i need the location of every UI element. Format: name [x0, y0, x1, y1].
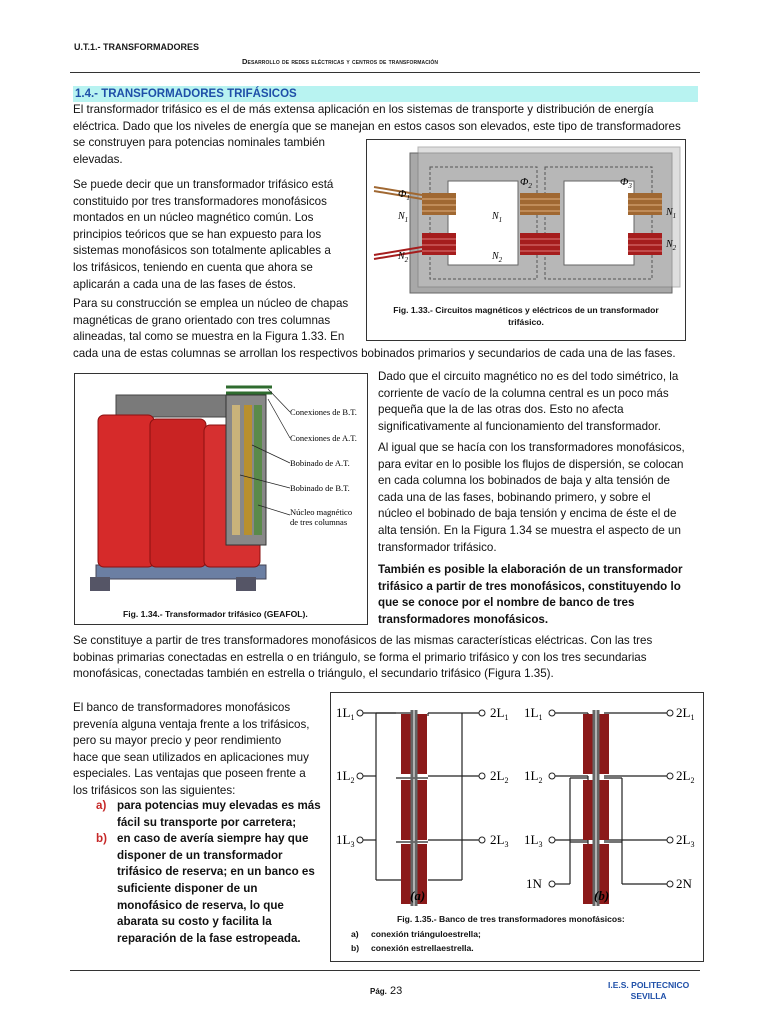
text-line: pequeña que la de las otras dos. Esto no afecta [378, 403, 624, 417]
figure-1-35 [330, 692, 704, 962]
three-phase-core-diagram [368, 143, 686, 303]
caption-letter-b: b) [351, 943, 360, 953]
phi-3-label: $\Phi_3$ [620, 176, 632, 190]
n1-label-left: $N_1$ [398, 211, 409, 224]
label-2l2-a: $2L_2$ [490, 768, 509, 785]
paragraph-1-line-2: eléctrica. Dado que los niveles de energía que se manejan en estos casos son elevados, este tipo de transformadores [73, 119, 681, 133]
callout-lv-winding: Bobinado de B.T. [290, 483, 350, 493]
text-line: Para su construcción se emplea un núcleo de chapas [73, 297, 349, 310]
label-1n-b: 1N [526, 876, 542, 891]
text-line: Dado que el circuito magnético no es del todo simétrico, la [378, 370, 679, 383]
winding-n2-phase-2 [520, 233, 560, 255]
callout-core-line-2: de tres columnas [290, 517, 348, 527]
list-item-b [96, 831, 326, 947]
caption-line: trifásico. [508, 317, 544, 327]
n2-label-center: $N_2$ [492, 251, 503, 264]
text-line: montados en un núcleo magnético común. Los [73, 211, 314, 225]
text-line: alta tensión. En la Figura 1.34 se muestra el aspecto de un [378, 523, 681, 537]
label-2l3-b: $2L_3$ [676, 832, 695, 849]
geafol-transformer-illustration [76, 375, 368, 603]
text-line: monofásico de reserva, lo que [117, 898, 284, 912]
paragraph-4 [378, 369, 708, 435]
core-window-left [448, 181, 518, 265]
label-2l2-b: $2L_2$ [676, 768, 695, 785]
text-line: Al igual que se hacía con los transformadores monofásicos, [378, 441, 685, 454]
advantages-list [96, 798, 326, 947]
text-line: hace que sean utilizados en aplicaciones muy [73, 750, 309, 764]
school-line-2: SEVILLA [630, 991, 667, 1001]
text-line: Se puede decir que un transformador trifásico está [73, 178, 334, 191]
list-item-a [96, 798, 326, 831]
text-line: trifásico a partir de tres monofásicos, constituyendo lo [378, 579, 681, 593]
page-number [370, 985, 402, 997]
text-line: prevenía alguna ventaja frente a los trifásicos, [73, 717, 310, 731]
text-line: principios teóricos que se han expuesto para los [73, 227, 322, 241]
n2-label-left: $N_2$ [398, 251, 409, 264]
text-line: monofásicas, conectadas también en estrella o triángulo, el secundario trifásico (Figura 1.35). [73, 667, 554, 681]
figure-1-33-caption [373, 304, 679, 328]
label-2l1-a: $2L_1$ [490, 705, 509, 722]
callout-hv-winding: Bobinado de A.T. [290, 458, 350, 468]
diagram-b-transformer-2 [583, 776, 609, 844]
school-line-1: I.E.S. POLITECNICO [608, 980, 690, 990]
hv-winding-cutaway [244, 405, 252, 535]
text-line: especiales. Las ventajas que poseen frente a [73, 767, 306, 781]
text-line: Se constituye a partir de tres transformadores monofásicos de las mismas características eléctricas. Con las tres [73, 634, 653, 647]
winding-n1-phase-2 [520, 193, 560, 215]
caption-line: Fig. 1.33.- Circuitos magnéticos y eléctricos de un transformador [393, 305, 659, 315]
winding-n2-phase-3 [628, 233, 662, 255]
text-line: los trifásicos son las siguientes: [73, 783, 236, 797]
page-label: Pág. [370, 987, 387, 996]
text-line: disponer de un transformador [117, 848, 283, 862]
text-line: significativamente al funcionamiento del transformador. [378, 419, 661, 433]
text-line: pero su mayor precio y peor rendimiento [73, 734, 282, 748]
list-marker-b: b) [96, 832, 107, 846]
text-line: transformadores monofásicos. [378, 612, 549, 626]
callout-hv-connections: Conexiones de A.T. [290, 433, 357, 443]
label-1l3-b: $1L_3$ [524, 832, 543, 849]
callout-lv-connections: Conexiones de B.T. [290, 407, 357, 417]
text-line: cada una de las fases, bobinando primero, y sobre el [378, 490, 651, 504]
lv-winding-cutaway [232, 405, 240, 535]
text-line: bobinas primarias conectadas en estrella o en triángulo, se forma el primario trifásico y con los tres secundarias [73, 650, 647, 664]
wheel-left [90, 577, 110, 591]
school-name [608, 980, 689, 1002]
paragraph-2 [73, 177, 363, 293]
label-2l3-a: $2L_3$ [490, 832, 509, 849]
text-line: magnéticas de grano orientado con tres columnas [73, 313, 331, 327]
caption-text-a: conexión triánguloestrella; [371, 929, 481, 939]
paragraph-5 [378, 440, 708, 556]
n2-label-right: $N_2$ [666, 239, 677, 252]
diagram-a-transformer-2 [401, 776, 427, 844]
diagram-b-terminals [549, 710, 673, 887]
diagram-b-wiring [554, 713, 668, 884]
figure-1-35-caption-title: Fig. 1.35.- Banco de tres transformadores monofásicos: [397, 914, 625, 924]
coil-phase-1 [98, 415, 154, 567]
winding-n1-phase-3 [628, 193, 662, 215]
figure-1-34 [74, 373, 368, 625]
coil-phase-2 [150, 419, 206, 567]
unit-header: U.T.1.- TRANSFORMADORES [74, 42, 200, 52]
core-limb-cutaway [254, 405, 262, 535]
phi-1-label: $\Phi_1$ [398, 188, 410, 202]
diagram-b-label: (b) [594, 888, 610, 903]
text-line: alineadas, tal como se muestra en la Figura 1.33. En [73, 330, 345, 344]
paragraph-8 [73, 700, 333, 800]
phi-2-label: $\Phi_2$ [520, 176, 532, 190]
text-line: que se conoce por el nombre de banco de tres [378, 596, 635, 610]
label-2l1-b: $2L_1$ [676, 705, 695, 722]
text-line: El banco de transformadores monofásicos [73, 701, 291, 714]
text-line: corriente de vacío de la columna central es un poco más [378, 386, 669, 400]
label-1l1-a: $1L_1$ [336, 705, 355, 722]
text-line: trifásico de reserva; en un banco es [117, 865, 315, 879]
paragraph-6 [378, 562, 708, 628]
text-line: transformador trifásico. [378, 540, 497, 554]
text-line: sistemas monofásicos son totalmente aplicables a [73, 244, 331, 258]
label-1l2-b: $1L_2$ [524, 768, 543, 785]
figure-1-35-caption-b [351, 942, 691, 954]
text-line: para evitar en lo posible los flujos de dispersión, se colocan [378, 457, 684, 471]
diagram-b-transformer-1 [583, 710, 609, 778]
text-line: suficiente disponer de un [117, 881, 258, 895]
text-line: También es posible la elaboración de un transformador [378, 563, 683, 576]
transformer-bank-diagrams [332, 694, 704, 906]
paragraph-1-line-3: se construyen para potencias nominales también [73, 136, 325, 150]
diagram-a-transformer-1 [401, 710, 427, 778]
header-divider [70, 72, 700, 73]
label-1l3-a: $1L_3$ [336, 832, 355, 849]
footer-divider [70, 970, 700, 971]
paragraph-1-line-1: El transformador trifásico es el de más extensa aplicación en los sistemas de transporte y distribución de energía [73, 103, 654, 116]
page-number-value: 23 [389, 985, 403, 997]
lv-connections [226, 387, 272, 393]
section-title: 1.4.- TRANSFORMADORES TRIFÁSICOS [73, 86, 698, 102]
paragraph-1-line-4: elevadas. [73, 152, 123, 166]
figure-1-34-caption: Fig. 1.34.- Transformador trifásico (GEAFOL). [123, 609, 308, 619]
text-line: aplicarán a cada una de las fases de éstos. [73, 277, 297, 291]
caption-letter-a: a) [351, 929, 359, 939]
core-window-right [564, 181, 634, 265]
n1-label-right: $N_1$ [666, 207, 677, 220]
callout-core-line-1: Núcleo magnético [290, 507, 353, 517]
text-line: para potencias muy elevadas es más [117, 799, 321, 812]
paragraph-7 [73, 633, 703, 683]
text-line: en cada columna los bobinados de baja y alta tensión de [378, 474, 670, 488]
caption-text-b: conexión estrellaestrella. [371, 943, 474, 953]
text-line: constituido por tres transformadores monofásicos [73, 194, 327, 208]
figure-1-35-caption-a [351, 928, 691, 940]
course-header: Desarrollo de redes eléctricas y centros de transformación [242, 57, 439, 66]
label-1l2-a: $1L_2$ [336, 768, 355, 785]
figure-1-33 [366, 139, 686, 341]
text-line: los trifásicos, teniendo en cuenta que ahora se [73, 260, 313, 274]
paragraph-3-continued: cada una de estas columnas se arrollan los respectivos bobinados primarios y secundarios de cada una de las fases. [73, 347, 676, 360]
text-line: reparación de la fase estropeada. [117, 931, 301, 945]
list-marker-a: a) [96, 799, 107, 812]
winding-n2-phase-1 [422, 233, 456, 255]
n1-label-center: $N_1$ [492, 211, 503, 224]
wheel-right [236, 577, 256, 591]
paragraph-3 [73, 296, 363, 346]
text-line: núcleo el bobinado de baja tensión y encima de éste el de [378, 507, 677, 521]
diagram-a-label: (a) [410, 888, 426, 903]
label-2n-b: 2N [676, 876, 692, 891]
label-1l1-b: $1L_1$ [524, 705, 543, 722]
text-line: abarata su costo y facilita la [117, 915, 272, 929]
winding-n1-phase-1 [422, 193, 456, 215]
text-line: en caso de avería siempre hay que [117, 832, 309, 846]
text-line: fácil su transporte por carretera; [117, 815, 297, 829]
